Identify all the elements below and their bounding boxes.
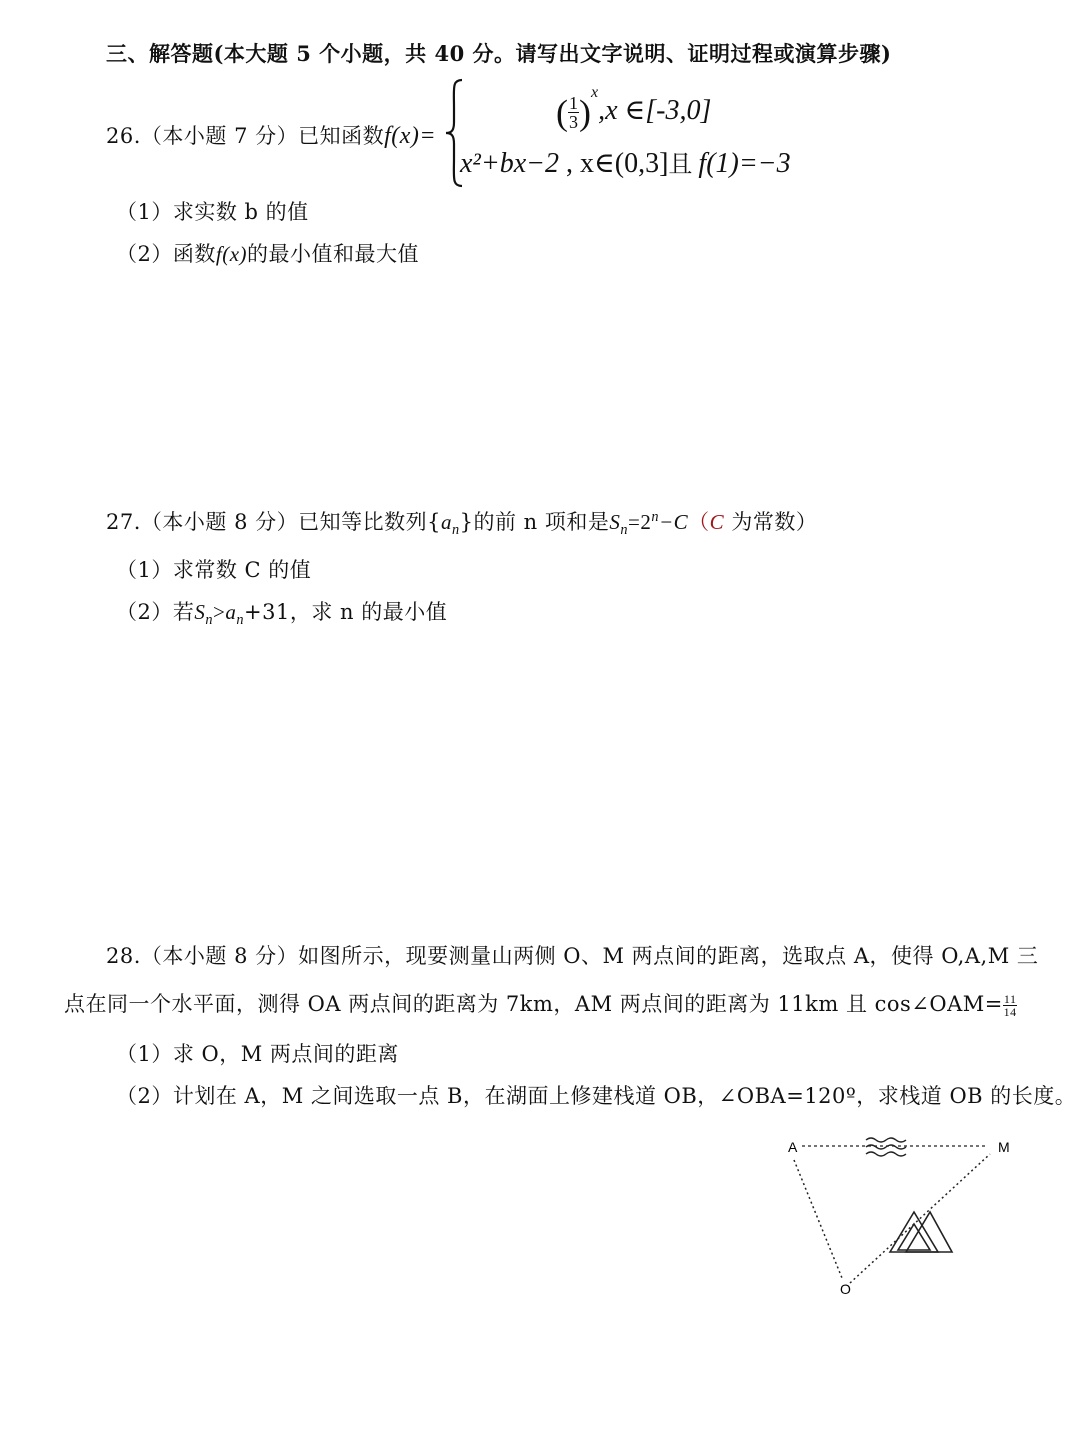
- q26-condition: f(1)=−3: [698, 148, 791, 179]
- q27-formula-sup: n: [651, 509, 659, 525]
- label-a: A: [788, 1139, 798, 1155]
- q26-exponent: x: [591, 84, 599, 101]
- q27-mid: }的前 n 项和是: [459, 510, 610, 534]
- q27-part2: [116, 596, 447, 629]
- q26-part2-f: f(x): [215, 242, 248, 266]
- q26-case1-condition: ,x ∈[-3,0]: [598, 95, 712, 126]
- q28-cos-fraction: [1003, 993, 1018, 1018]
- q27-note-open: （: [688, 510, 710, 534]
- q27-formula: =2: [628, 510, 652, 534]
- q26-case1: [556, 84, 711, 134]
- q27-note-rest: 为常数）: [724, 510, 818, 534]
- q26-case2: [460, 144, 791, 180]
- q27-note-c: C: [709, 510, 725, 534]
- q27-seq-sub: n: [451, 522, 460, 539]
- q27-seq: a: [440, 510, 452, 534]
- q27-formula-tail: −C: [658, 510, 689, 534]
- q26-base-den: 3: [569, 112, 578, 133]
- q26-prefix: [106, 120, 436, 150]
- q27-stem: [106, 506, 817, 539]
- q26-case2-expr: x²+bx−2: [460, 148, 560, 179]
- q26-base-num: 1: [569, 93, 578, 114]
- q27-part1: （1）求常数 C 的值: [116, 558, 312, 582]
- q28-frac-den: 14: [1003, 1005, 1017, 1019]
- q26-part2-a: （2）函数: [116, 242, 216, 266]
- q27-part2-s-sub: n: [205, 612, 214, 629]
- q28-figure: [780, 1128, 1020, 1304]
- q26-function-name: f(x)=: [384, 123, 437, 149]
- line-om: [850, 1154, 990, 1283]
- q27-part2-a2-sub: n: [236, 612, 244, 629]
- q26-prefix-text: 26.（本小题 7 分）已知函数: [106, 124, 385, 148]
- q26-and: 且: [668, 150, 693, 178]
- q27-part2-gt: >: [213, 600, 226, 624]
- label-o: O: [840, 1281, 851, 1297]
- q27-part2-b: +31，求 n 的最小值: [244, 600, 448, 624]
- q26-part2-b: 的最小值和最大值: [247, 242, 420, 266]
- q27-sn: S: [609, 510, 621, 534]
- q28-part1: （1）求 O，M 两点间的距离: [116, 1042, 399, 1066]
- section-heading: 三、解答题(本大题 5 个小题，共 40 分。请写出文字说明、证明过程或演算步骤): [106, 41, 892, 66]
- q27-part2-a2: a: [225, 600, 237, 624]
- q27-part2-s: S: [194, 600, 206, 624]
- line-ao: [794, 1160, 842, 1278]
- label-m: M: [998, 1139, 1010, 1155]
- lake-waves-icon: [866, 1138, 906, 1156]
- q26-part1: （1）求实数 b 的值: [116, 200, 309, 224]
- q26-part2: [116, 238, 419, 268]
- q28-line2: [64, 988, 1017, 1018]
- q28-line1: 28.（本小题 8 分）如图所示，现要测量山两侧 O、M 两点间的距离，选取点 A，使得 O,A,M 三: [106, 944, 1039, 968]
- q28-part2: （2）计划在 A，M 之间选取一点 B，在湖面上修建栈道 OB，∠OBA=120º，求栈道 OB 的长度。: [116, 1084, 1077, 1108]
- q28-line2-text: 点在同一个水平面，测得 OA 两点间的距离为 7km，AM 两点间的距离为 11km 且 cos∠OAM=: [64, 992, 1003, 1016]
- q27-prefix: 27.（本小题 8 分）已知等比数列{: [106, 510, 441, 534]
- q28-frac-num: 11: [1003, 992, 1017, 1006]
- q27-sn-sub: n: [620, 522, 628, 539]
- paren-close: ): [579, 92, 591, 133]
- q26-base-fraction: [568, 94, 579, 131]
- q26-case2-condition: , x∈(0,3]: [559, 148, 669, 179]
- paren-open: (: [556, 92, 568, 133]
- q27-part2-a: （2）若: [116, 600, 195, 624]
